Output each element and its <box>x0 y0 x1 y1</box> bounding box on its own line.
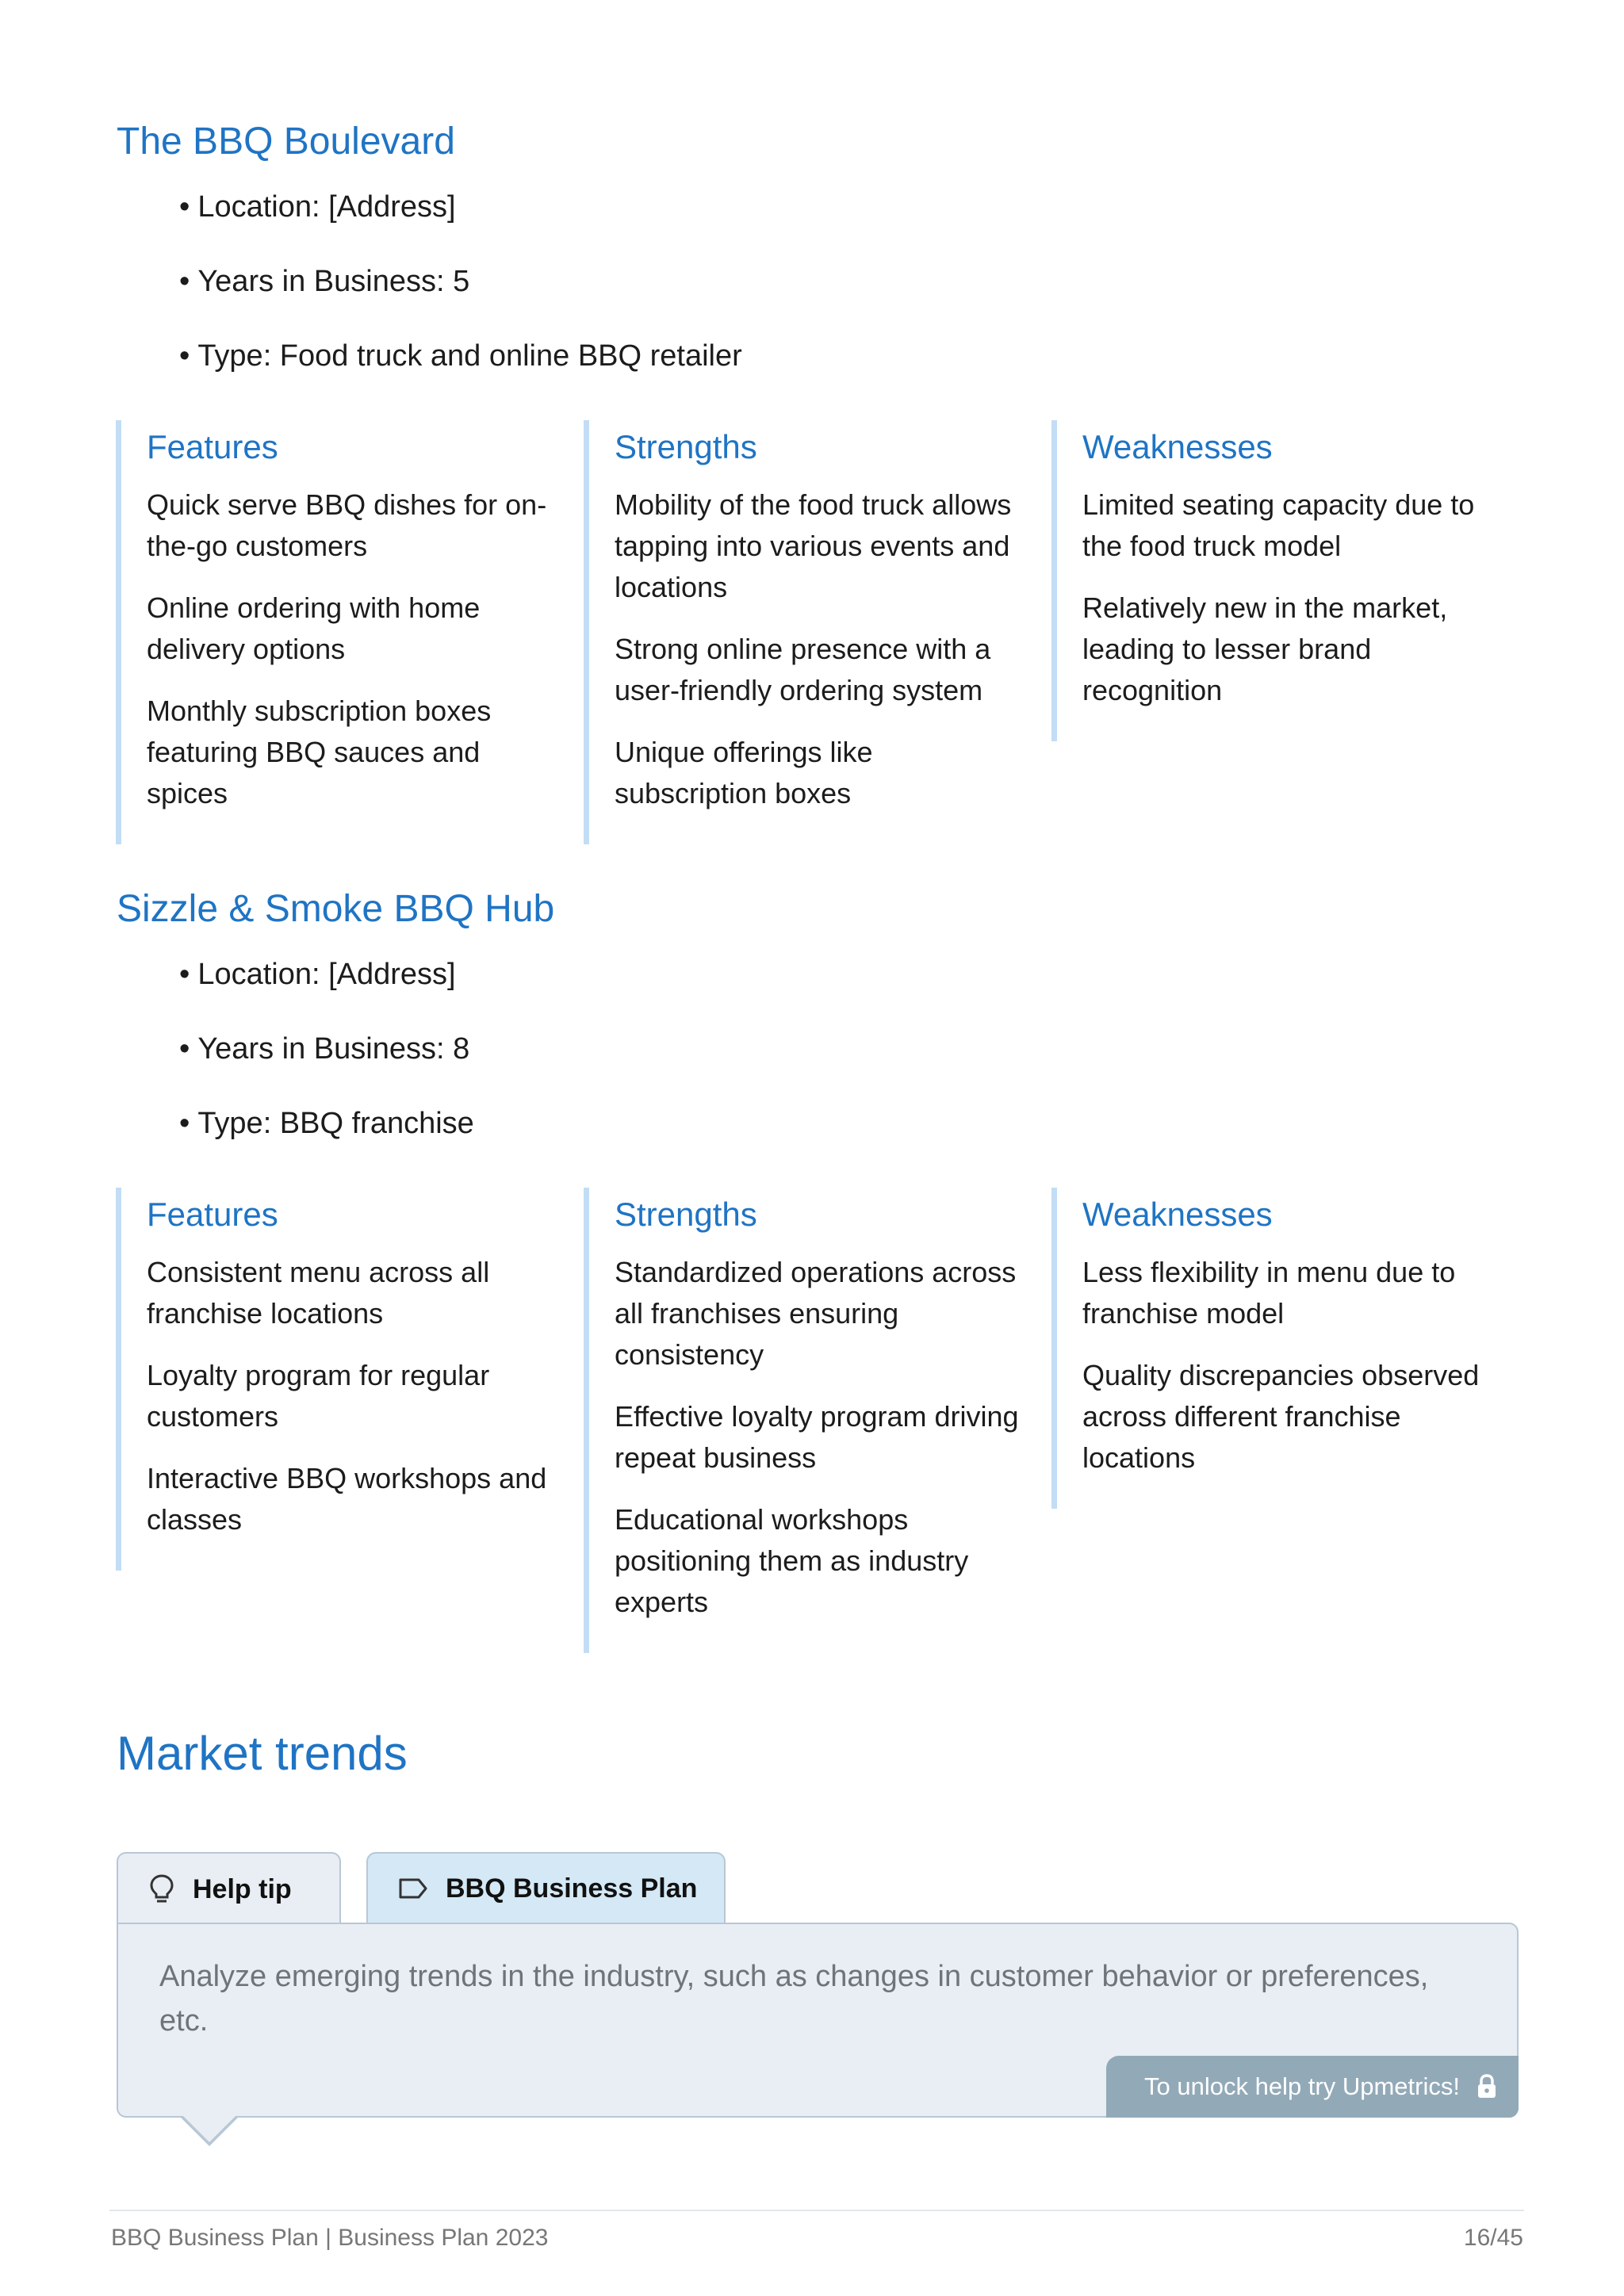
column-item: Monthly subscription boxes featuring BBQ sauces and spices <box>147 694 492 809</box>
competitor-details <box>179 956 474 1180</box>
column-heading: Strengths <box>615 1196 757 1233</box>
lock-icon <box>1476 2073 1498 2100</box>
column-item: Unique offerings like subscription boxes <box>615 735 873 809</box>
column-item: Loyalty program for regular customers <box>147 1358 490 1433</box>
detail-item: • Location: [Address] <box>179 958 456 991</box>
section-heading: Market trends <box>117 1727 408 1780</box>
column-item: Standardized operations across all franchises ensuring consistency <box>615 1255 1017 1371</box>
help-tip-panel <box>117 1923 1519 2118</box>
footer-title: BBQ Business Plan | Business Plan 2023 <box>111 2225 549 2251</box>
weaknesses-column <box>1051 1188 1496 1509</box>
help-tip-text: Analyze emerging trends in the industry, such as changes in customer behavior or preferences, etc. <box>159 1960 1429 2038</box>
weaknesses-column <box>1051 420 1496 741</box>
tag-icon <box>398 1877 428 1900</box>
tip-pointer-fill <box>182 2114 237 2142</box>
page-number: 16/45 <box>1463 2225 1523 2251</box>
column-item: Interactive BBQ workshops and classes <box>147 1461 547 1536</box>
features-column <box>116 420 560 844</box>
lightbulb-icon <box>148 1873 175 1905</box>
column-heading: Strengths <box>615 428 757 465</box>
column-heading: Weaknesses <box>1082 1196 1273 1233</box>
detail-item: • Type: BBQ franchise <box>179 1107 474 1140</box>
competitor-title: Sizzle & Smoke BBQ Hub <box>117 888 555 930</box>
column-item: Educational workshops positioning them as industry experts <box>615 1502 969 1618</box>
unlock-help-button[interactable] <box>1106 2056 1519 2118</box>
detail-item: • Location: [Address] <box>179 190 456 224</box>
column-item: Less flexibility in menu due to franchise model <box>1082 1255 1456 1330</box>
tab-help-tip[interactable] <box>117 1852 341 1925</box>
competitor-details <box>179 189 742 412</box>
column-heading: Features <box>147 428 278 465</box>
column-item: Online ordering with home delivery options <box>147 591 481 665</box>
tab-label: Help tip <box>193 1873 292 1904</box>
column-item: Consistent menu across all franchise locations <box>147 1255 490 1330</box>
column-item: Quick serve BBQ dishes for on-the-go customers <box>147 488 547 562</box>
strengths-column <box>584 1188 1028 1653</box>
competitor-title: The BBQ Boulevard <box>117 121 455 163</box>
column-item: Relatively new in the market, leading to lesser brand recognition <box>1082 591 1448 706</box>
tab-label: BBQ Business Plan <box>446 1873 698 1904</box>
features-column <box>116 1188 560 1571</box>
detail-item: • Type: Food truck and online BBQ retailer <box>179 339 742 373</box>
column-heading: Weaknesses <box>1082 428 1273 465</box>
detail-item: • Years in Business: 5 <box>179 265 470 298</box>
strengths-column <box>584 420 1028 844</box>
column-item: Strong online presence with a user-friendly ordering system <box>615 632 991 706</box>
detail-item: • Years in Business: 8 <box>179 1032 470 1066</box>
tab-plan[interactable] <box>366 1852 726 1923</box>
column-item: Quality discrepancies observed across different franchise locations <box>1082 1358 1480 1474</box>
column-item: Effective loyalty program driving repeat business <box>615 1399 1019 1474</box>
column-heading: Features <box>147 1196 278 1233</box>
footer-divider <box>109 2210 1524 2211</box>
column-item: Mobility of the food truck allows tapping into various events and locations <box>615 488 1012 603</box>
column-item: Limited seating capacity due to the food truck model <box>1082 488 1475 562</box>
unlock-label: To unlock help try Upmetrics! <box>1144 2072 1460 2100</box>
